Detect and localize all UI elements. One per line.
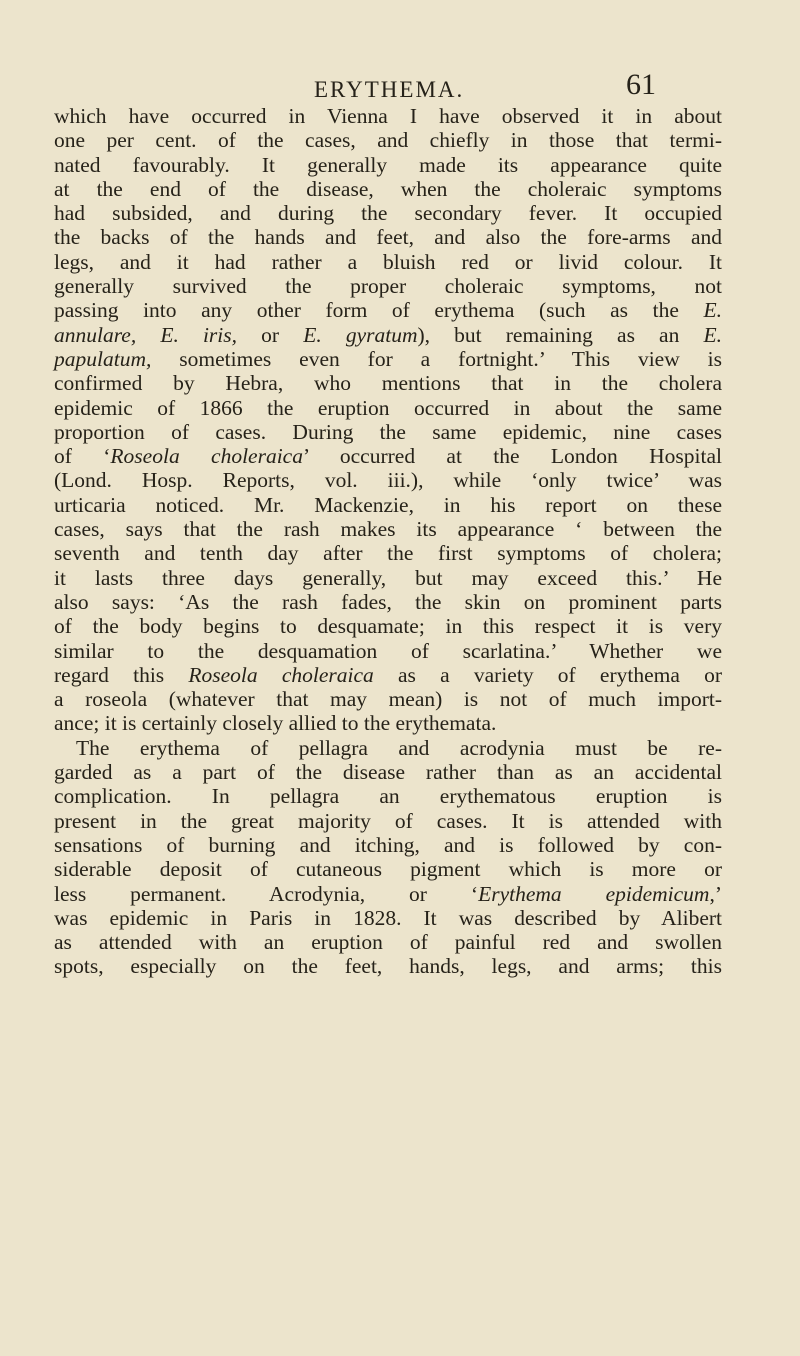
text-line: present in the great majority of cases. It is attended with (54, 808, 722, 833)
body-text (54, 104, 722, 979)
text-line: papulatum, sometimes even for a fortnight.’ This view is (54, 346, 722, 371)
text-line: nated favourably. It generally made its appearance quite (54, 152, 722, 177)
text-line: The erythema of pellagra and acrodynia must be re- (76, 735, 722, 760)
text-line: (Lond. Hosp. Reports, vol. iii.), while ‘only twice’ was (54, 468, 722, 493)
text-line: regard this Roseola choleraica as a variety of erythema or (54, 662, 723, 687)
text-line: similar to the desquamation of scarlatina.’ Whether we (54, 638, 722, 663)
text-line: passing into any other form of erythema (such as the E. (54, 298, 722, 323)
text-line: which have occurred in Vienna I have observed it in about (54, 104, 722, 128)
running-head: ERYTHEMA. (314, 77, 465, 102)
text-line: annulare, E. iris, or E. gyratum), but remaining as an E. (54, 322, 722, 347)
text-line: it lasts three days generally, but may exceed this.’ He (54, 565, 722, 590)
text-line: legs, and it had rather a bluish red or livid colour. It (54, 249, 722, 274)
text-line: also says: ‘As the rash fades, the skin on prominent parts (54, 589, 722, 614)
text-line: at the end of the disease, when the choleraic symptoms (54, 176, 722, 201)
text-line: ance; it is certainly closely allied to the erythemata. (54, 711, 497, 736)
text-line: a roseola (whatever that may mean) is not of much import- (54, 687, 722, 712)
text-line: one per cent. of the cases, and chiefly in those that termi- (54, 128, 722, 153)
text-line: cases, says that the rash makes its appearance ‘ between the (54, 517, 722, 542)
text-line: confirmed by Hebra, who mentions that in the cholera (54, 371, 722, 396)
text-line: sensations of burning and itching, and is followed by con- (54, 832, 722, 857)
text-line: garded as a part of the disease rather than as an accidental (54, 760, 722, 785)
page-number: 61 (626, 68, 656, 101)
text-line: of ‘Roseola choleraica’ occurred at the London Hospital (54, 444, 722, 469)
text-line: epidemic of 1866 the eruption occurred in about the same (54, 395, 722, 420)
text-line: had subsided, and during the secondary fever. It occupied (54, 201, 722, 226)
text-line: proportion of cases. During the same epidemic, nine cases (54, 419, 722, 444)
text-line: seventh and tenth day after the first symptoms of cholera; (54, 541, 722, 566)
page-header (0, 62, 800, 102)
text-line: spots, especially on the feet, hands, legs, and arms; this (54, 954, 722, 979)
text-line: complication. In pellagra an erythematous eruption is (54, 784, 722, 809)
text-line: of the body begins to desquamate; in this respect it is very (54, 614, 722, 639)
text-line: the backs of the hands and feet, and also the fore-arms and (54, 225, 722, 250)
text-line: less permanent. Acrodynia, or ‘Erythema epidemicum,’ (54, 881, 722, 906)
text-line: urticaria noticed. Mr. Mackenzie, in his report on these (54, 492, 722, 517)
text-line: as attended with an eruption of painful red and swollen (54, 930, 722, 955)
text-line: siderable deposit of cutaneous pigment which is more or (54, 857, 722, 882)
text-line: generally survived the proper choleraic symptoms, not (54, 274, 722, 299)
text-line: was epidemic in Paris in 1828. It was described by Alibert (54, 905, 722, 930)
